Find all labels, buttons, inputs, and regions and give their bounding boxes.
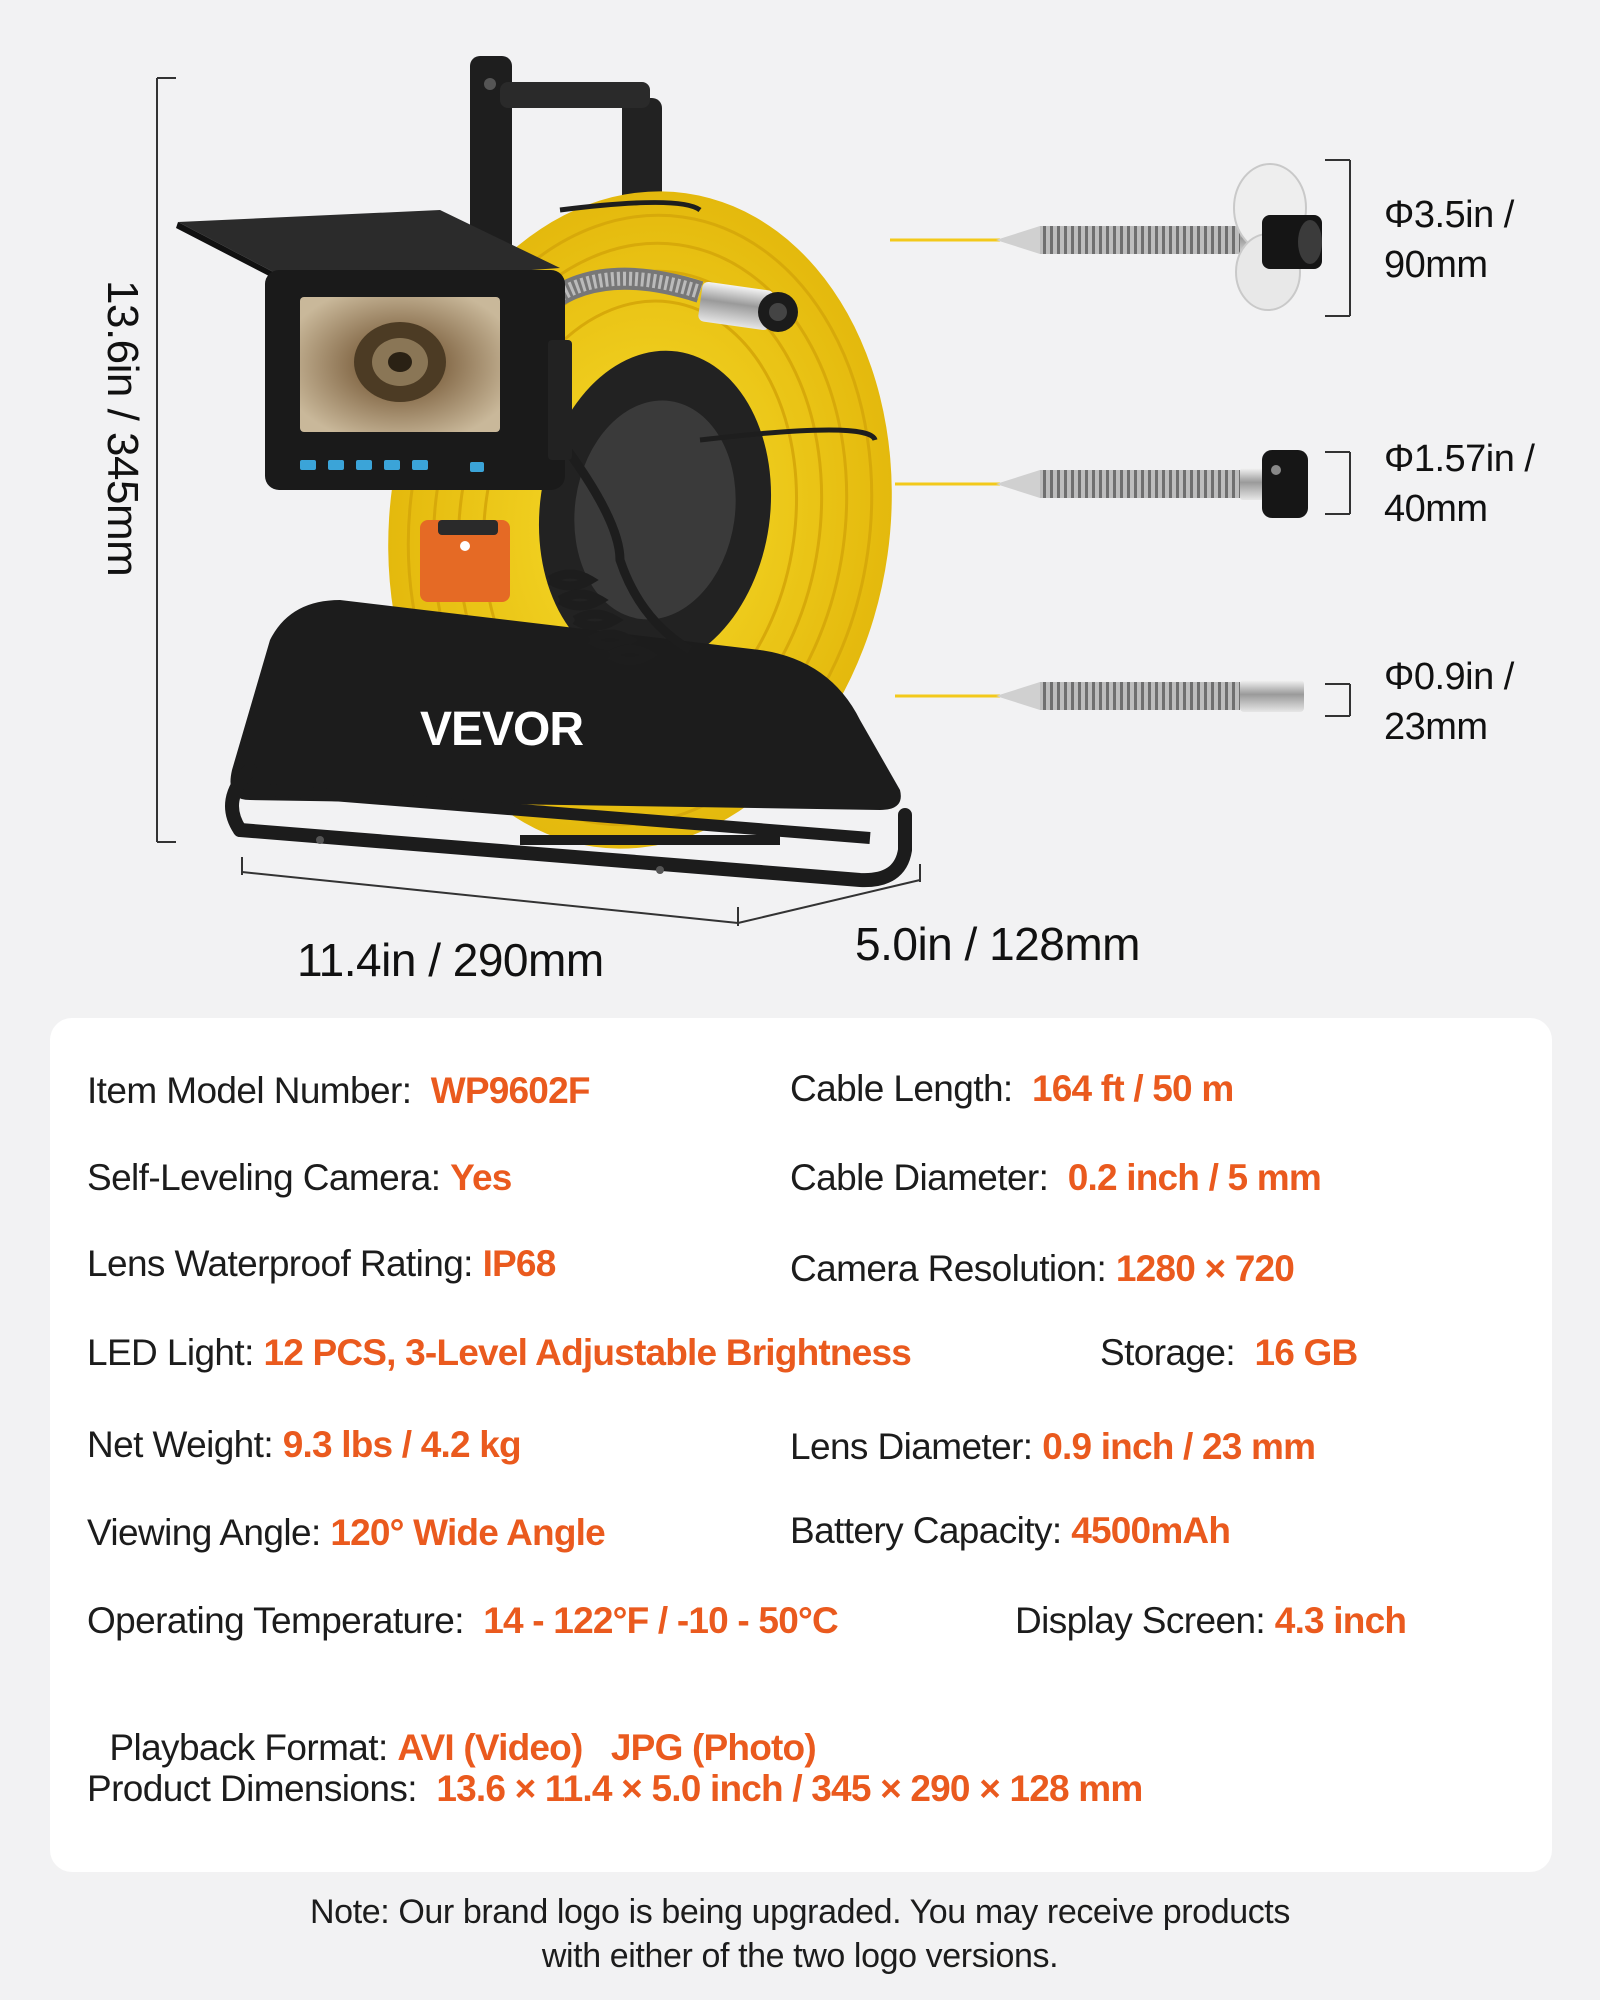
camera-head-90mm <box>996 164 1322 310</box>
width-dimension-label: 11.4in / 290mm <box>297 934 604 986</box>
spec-self-leveling: Self-Leveling Camera: Yes <box>87 1157 512 1198</box>
depth-dimension-label: 5.0in / 128mm <box>855 918 1140 970</box>
spec-cable-length: Cable Length: 164 ft / 50 m <box>790 1068 1234 1109</box>
spec-cable-diameter: Cable Diameter: 0.2 inch / 5 mm <box>790 1157 1321 1198</box>
logo-upgrade-note <box>0 1890 1600 1978</box>
spec-temperature: Operating Temperature: 14 - 122°F / -10 - 50°C <box>87 1600 838 1641</box>
bracket-40mm <box>1325 452 1350 514</box>
note-line-2: with either of the two logo versions. <box>541 1937 1059 1975</box>
camera-head-label-90mm: Φ3.5in / 90mm <box>1384 194 1514 286</box>
spec-weight: Net Weight: 9.3 lbs / 4.2 kg <box>87 1424 521 1465</box>
height-dimension-label: 13.6in / 345mm <box>98 280 147 577</box>
camera-head-label-23mm: Φ0.9in / 23mm <box>1384 656 1514 748</box>
spec-display: Display Screen: 4.3 inch <box>1015 1600 1407 1641</box>
spec-viewing-angle: Viewing Angle: 120° Wide Angle <box>87 1512 605 1553</box>
camera-head-40mm <box>996 450 1308 518</box>
spec-resolution: Camera Resolution: 1280 × 720 <box>790 1248 1295 1289</box>
brand-logo: VEVOR <box>420 703 584 756</box>
spec-storage: Storage: 16 GB <box>1100 1332 1358 1373</box>
spec-led: LED Light: 12 PCS, 3-Level Adjustable Brightness <box>87 1332 912 1373</box>
height-bracket <box>157 78 176 842</box>
note-line-1: Note: Our brand logo is being upgraded. You may receive products <box>310 1893 1290 1931</box>
width-bracket <box>242 857 920 926</box>
spec-battery: Battery Capacity: 4500mAh <box>790 1510 1231 1551</box>
probe-cables <box>890 240 1000 696</box>
spec-model: Item Model Number: WP9602F <box>87 1070 590 1111</box>
spec-waterproof: Lens Waterproof Rating: IP68 <box>87 1243 556 1284</box>
bracket-90mm <box>1325 160 1350 316</box>
bracket-23mm <box>1325 684 1350 716</box>
spec-product-dimensions: Product Dimensions: 13.6 × 11.4 × 5.0 inch / 345 × 290 × 128 mm <box>87 1768 1143 1809</box>
spec-playback: Playback Format: AVI (Video) JPG (Photo) <box>109 1727 816 1768</box>
camera-head-label-40mm: Φ1.57in / 40mm <box>1384 438 1535 530</box>
spec-lens-diameter: Lens Diameter: 0.9 inch / 23 mm <box>790 1426 1316 1467</box>
camera-head-23mm <box>996 680 1304 712</box>
